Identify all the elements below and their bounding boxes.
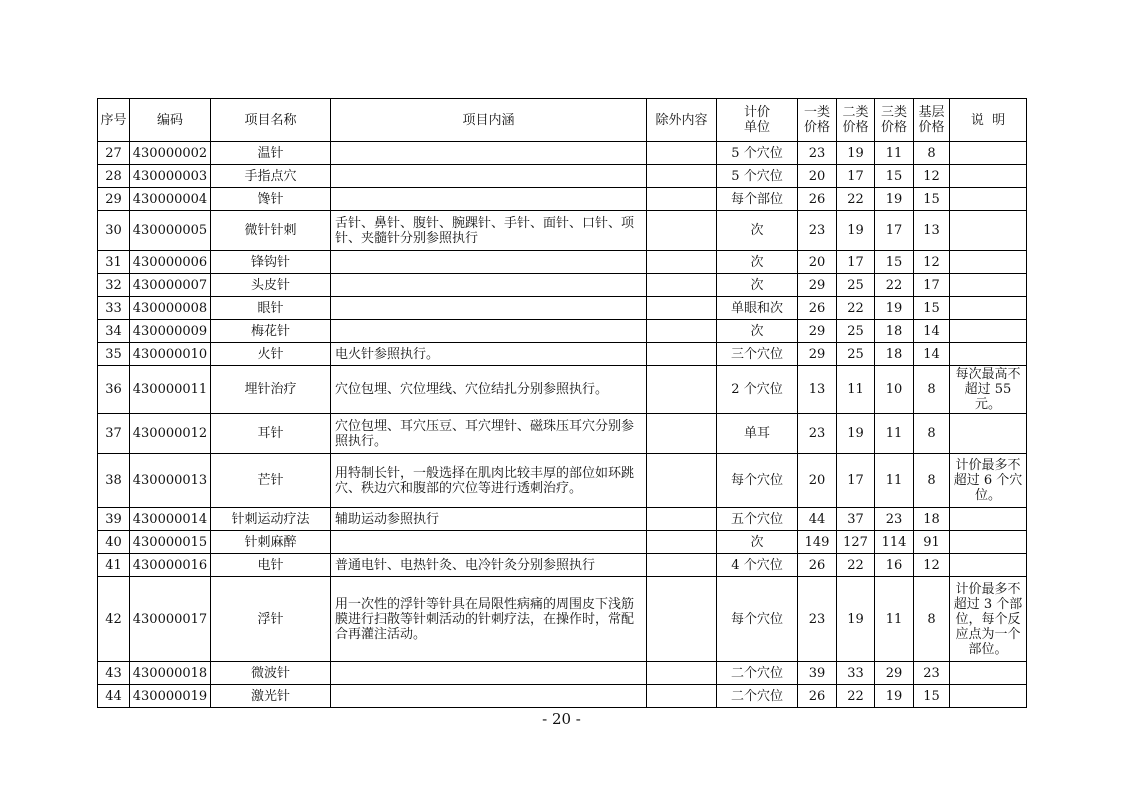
row-name: 眼针 (211, 297, 331, 320)
table-row (98, 297, 1027, 320)
row-content (331, 297, 647, 320)
row-price1: 20 (798, 251, 837, 274)
row-price-base: 12 (914, 251, 950, 274)
table-row (98, 343, 1027, 366)
row-price1: 26 (798, 188, 837, 211)
row-content: 电火针参照执行。 (331, 343, 647, 366)
row-code: 430000019 (130, 685, 211, 708)
row-code: 430000002 (130, 142, 211, 165)
row-price-base: 13 (914, 211, 950, 251)
table-row (98, 662, 1027, 685)
row-exclusion (647, 251, 717, 274)
header-content: 项目内涵 (331, 99, 647, 142)
row-exclusion (647, 297, 717, 320)
row-price1: 23 (798, 211, 837, 251)
row-seq: 34 (98, 320, 130, 343)
row-code: 430000015 (130, 531, 211, 554)
row-content (331, 531, 647, 554)
row-price2: 19 (837, 211, 875, 251)
row-price3: 17 (875, 211, 914, 251)
row-name: 头皮针 (211, 274, 331, 297)
row-price2: 37 (837, 508, 875, 531)
row-note (950, 165, 1027, 188)
row-price1: 44 (798, 508, 837, 531)
row-code: 430000007 (130, 274, 211, 297)
header-exclusion: 除外内容 (647, 99, 717, 142)
row-content: 用一次性的浮针等针具在局限性病痛的周围皮下浅筋膜进行扫散等针刺活动的针刺疗法，在操作时，常配合再灌注活动。 (331, 577, 647, 662)
row-unit: 次 (717, 531, 798, 554)
row-price-base: 12 (914, 165, 950, 188)
row-code: 430000010 (130, 343, 211, 366)
row-price3: 15 (875, 165, 914, 188)
row-note (950, 554, 1027, 577)
row-price1: 39 (798, 662, 837, 685)
row-seq: 35 (98, 343, 130, 366)
row-unit: 三个穴位 (717, 343, 798, 366)
row-name: 激光针 (211, 685, 331, 708)
row-price3: 18 (875, 343, 914, 366)
row-price3: 19 (875, 297, 914, 320)
row-unit: 每个穴位 (717, 577, 798, 662)
row-price3: 29 (875, 662, 914, 685)
row-price2: 17 (837, 454, 875, 508)
row-price2: 22 (837, 188, 875, 211)
row-price3: 22 (875, 274, 914, 297)
row-seq: 27 (98, 142, 130, 165)
table-row (98, 211, 1027, 251)
row-price-base: 14 (914, 343, 950, 366)
row-exclusion (647, 685, 717, 708)
row-exclusion (647, 188, 717, 211)
row-exclusion (647, 454, 717, 508)
row-seq: 43 (98, 662, 130, 685)
row-code: 430000003 (130, 165, 211, 188)
table-row (98, 320, 1027, 343)
row-price1: 149 (798, 531, 837, 554)
row-content (331, 251, 647, 274)
row-exclusion (647, 662, 717, 685)
row-unit: 次 (717, 251, 798, 274)
row-price-base: 17 (914, 274, 950, 297)
row-code: 430000006 (130, 251, 211, 274)
row-price-base: 8 (914, 366, 950, 414)
row-exclusion (647, 366, 717, 414)
row-unit: 5 个穴位 (717, 165, 798, 188)
header-price-base: 基层价格 (914, 99, 950, 142)
row-exclusion (647, 414, 717, 454)
row-code: 430000017 (130, 577, 211, 662)
row-price2: 22 (837, 297, 875, 320)
price-table (97, 98, 1027, 708)
row-price2: 19 (837, 414, 875, 454)
row-note: 计价最多不超过 3 个部位，每个反应点为一个部位。 (950, 577, 1027, 662)
page-number: - 20 - (542, 710, 581, 728)
row-price1: 20 (798, 165, 837, 188)
row-note (950, 414, 1027, 454)
table-row (98, 414, 1027, 454)
table-row (98, 577, 1027, 662)
row-name: 浮针 (211, 577, 331, 662)
row-price2: 25 (837, 343, 875, 366)
row-name: 芒针 (211, 454, 331, 508)
row-price-base: 8 (914, 577, 950, 662)
row-unit: 单眼和次 (717, 297, 798, 320)
row-price2: 22 (837, 685, 875, 708)
row-note (950, 211, 1027, 251)
row-price-base: 15 (914, 685, 950, 708)
row-price2: 22 (837, 554, 875, 577)
row-note (950, 662, 1027, 685)
row-price3: 19 (875, 685, 914, 708)
row-note (950, 274, 1027, 297)
row-note: 计价最多不超过 6 个穴位。 (950, 454, 1027, 508)
row-name: 手指点穴 (211, 165, 331, 188)
row-price-base: 23 (914, 662, 950, 685)
row-price-base: 15 (914, 188, 950, 211)
row-price-base: 18 (914, 508, 950, 531)
row-code: 430000016 (130, 554, 211, 577)
header-note: 说 明 (950, 99, 1027, 142)
row-price3: 15 (875, 251, 914, 274)
row-code: 430000014 (130, 508, 211, 531)
row-name: 耳针 (211, 414, 331, 454)
row-note (950, 251, 1027, 274)
row-price1: 26 (798, 297, 837, 320)
row-unit: 二个穴位 (717, 685, 798, 708)
row-content (331, 320, 647, 343)
row-seq: 38 (98, 454, 130, 508)
row-price-base: 8 (914, 454, 950, 508)
row-seq: 39 (98, 508, 130, 531)
row-name: 馋针 (211, 188, 331, 211)
row-price2: 33 (837, 662, 875, 685)
table-row (98, 454, 1027, 508)
row-price1: 23 (798, 414, 837, 454)
row-unit: 次 (717, 211, 798, 251)
row-exclusion (647, 577, 717, 662)
row-price-base: 15 (914, 297, 950, 320)
row-content: 舌针、鼻针、腹针、腕踝针、手针、面针、口针、项针、夹髓针分别参照执行 (331, 211, 647, 251)
row-seq: 40 (98, 531, 130, 554)
row-price3: 10 (875, 366, 914, 414)
row-price1: 29 (798, 343, 837, 366)
row-note (950, 188, 1027, 211)
row-price1: 23 (798, 577, 837, 662)
row-note (950, 297, 1027, 320)
table-row (98, 251, 1027, 274)
header-price2: 二类价格 (837, 99, 875, 142)
row-price-base: 8 (914, 414, 950, 454)
header-seq: 序号 (98, 99, 130, 142)
header-name: 项目名称 (211, 99, 331, 142)
row-price1: 20 (798, 454, 837, 508)
row-code: 430000008 (130, 297, 211, 320)
table-row (98, 142, 1027, 165)
row-seq: 29 (98, 188, 130, 211)
table-body (98, 142, 1027, 708)
table-row (98, 274, 1027, 297)
row-price2: 25 (837, 274, 875, 297)
row-exclusion (647, 211, 717, 251)
row-price3: 11 (875, 414, 914, 454)
header-price3: 三类价格 (875, 99, 914, 142)
row-unit: 单耳 (717, 414, 798, 454)
table-row (98, 366, 1027, 414)
row-price-base: 91 (914, 531, 950, 554)
row-name: 针刺运动疗法 (211, 508, 331, 531)
row-seq: 32 (98, 274, 130, 297)
row-price3: 16 (875, 554, 914, 577)
row-content (331, 165, 647, 188)
row-price3: 11 (875, 142, 914, 165)
row-content (331, 685, 647, 708)
header-price1: 一类价格 (798, 99, 837, 142)
row-code: 430000005 (130, 211, 211, 251)
row-name: 针刺麻醉 (211, 531, 331, 554)
row-code: 430000009 (130, 320, 211, 343)
row-price1: 13 (798, 366, 837, 414)
row-seq: 36 (98, 366, 130, 414)
row-seq: 41 (98, 554, 130, 577)
header-unit: 计价单位 (717, 99, 798, 142)
row-exclusion (647, 274, 717, 297)
row-seq: 31 (98, 251, 130, 274)
row-price2: 11 (837, 366, 875, 414)
row-seq: 30 (98, 211, 130, 251)
row-content (331, 188, 647, 211)
row-price-base: 14 (914, 320, 950, 343)
table-row (98, 188, 1027, 211)
row-note (950, 343, 1027, 366)
table-row (98, 508, 1027, 531)
row-exclusion (647, 531, 717, 554)
row-unit: 每个穴位 (717, 454, 798, 508)
row-note: 每次最高不超过 55 元。 (950, 366, 1027, 414)
row-seq: 28 (98, 165, 130, 188)
row-price3: 114 (875, 531, 914, 554)
row-exclusion (647, 508, 717, 531)
row-name: 微针针刺 (211, 211, 331, 251)
row-note (950, 531, 1027, 554)
table-header-row (98, 99, 1027, 142)
row-price2: 19 (837, 577, 875, 662)
row-unit: 五个穴位 (717, 508, 798, 531)
row-name: 锋钩针 (211, 251, 331, 274)
row-note (950, 685, 1027, 708)
table-row (98, 554, 1027, 577)
row-seq: 37 (98, 414, 130, 454)
row-unit: 5 个穴位 (717, 142, 798, 165)
row-content: 穴位包埋、耳穴压豆、耳穴埋针、磁珠压耳穴分别参照执行。 (331, 414, 647, 454)
row-price2: 25 (837, 320, 875, 343)
row-price3: 19 (875, 188, 914, 211)
table-row (98, 685, 1027, 708)
row-exclusion (647, 554, 717, 577)
row-exclusion (647, 142, 717, 165)
row-exclusion (647, 320, 717, 343)
row-code: 430000012 (130, 414, 211, 454)
row-price1: 26 (798, 554, 837, 577)
row-code: 430000004 (130, 188, 211, 211)
row-name: 梅花针 (211, 320, 331, 343)
row-price-base: 8 (914, 142, 950, 165)
row-price3: 18 (875, 320, 914, 343)
row-seq: 33 (98, 297, 130, 320)
row-price3: 23 (875, 508, 914, 531)
row-price1: 23 (798, 142, 837, 165)
row-price-base: 12 (914, 554, 950, 577)
row-content (331, 142, 647, 165)
row-exclusion (647, 165, 717, 188)
row-price2: 19 (837, 142, 875, 165)
row-name: 温针 (211, 142, 331, 165)
row-name: 火针 (211, 343, 331, 366)
row-unit: 每个部位 (717, 188, 798, 211)
row-price3: 11 (875, 577, 914, 662)
row-content (331, 274, 647, 297)
row-content: 普通电针、电热针灸、电冷针灸分别参照执行 (331, 554, 647, 577)
row-exclusion (647, 343, 717, 366)
row-seq: 42 (98, 577, 130, 662)
row-price3: 11 (875, 454, 914, 508)
row-price2: 17 (837, 165, 875, 188)
row-unit: 次 (717, 274, 798, 297)
row-note (950, 320, 1027, 343)
table-row (98, 165, 1027, 188)
row-name: 电针 (211, 554, 331, 577)
row-name: 微波针 (211, 662, 331, 685)
row-content (331, 662, 647, 685)
row-content: 穴位包埋、穴位埋线、穴位结扎分别参照执行。 (331, 366, 647, 414)
row-unit: 二个穴位 (717, 662, 798, 685)
row-seq: 44 (98, 685, 130, 708)
row-note (950, 142, 1027, 165)
row-note (950, 508, 1027, 531)
row-name: 埋针治疗 (211, 366, 331, 414)
row-price1: 26 (798, 685, 837, 708)
header-code: 编码 (130, 99, 211, 142)
row-price1: 29 (798, 274, 837, 297)
row-content: 辅助运动参照执行 (331, 508, 647, 531)
row-unit: 2 个穴位 (717, 366, 798, 414)
row-content: 用特制长针，一般选择在肌肉比较丰厚的部位如环跳穴、秩边穴和腹部的穴位等进行透刺治疗。 (331, 454, 647, 508)
table-row (98, 531, 1027, 554)
row-price2: 127 (837, 531, 875, 554)
row-code: 430000013 (130, 454, 211, 508)
row-unit: 4 个穴位 (717, 554, 798, 577)
row-code: 430000018 (130, 662, 211, 685)
row-price2: 17 (837, 251, 875, 274)
row-code: 430000011 (130, 366, 211, 414)
row-unit: 次 (717, 320, 798, 343)
row-price1: 29 (798, 320, 837, 343)
